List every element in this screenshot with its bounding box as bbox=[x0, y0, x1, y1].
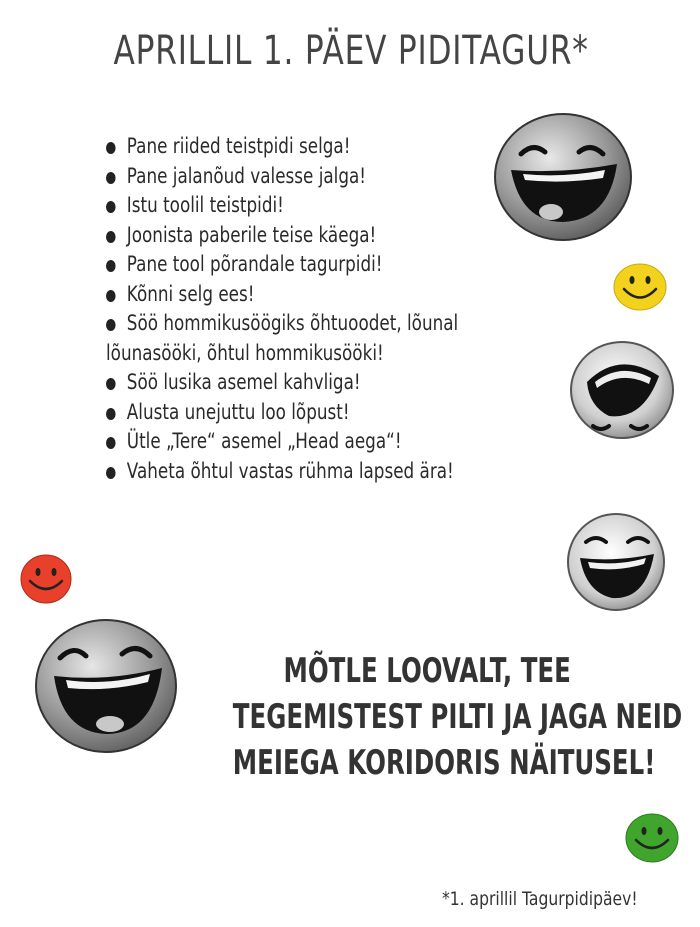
list-item: Söö hommikusöögiks õhtuoodet, lõunal lõunasööki, õhtul hommikusööki! bbox=[106, 309, 458, 368]
list-item: Alusta unejuttu loo lõpust! bbox=[106, 398, 458, 428]
callout-line: MÕTLE LOOVALT, TEE bbox=[283, 651, 571, 691]
bullet-icon bbox=[106, 142, 116, 154]
laughing-face-icon bbox=[566, 512, 666, 612]
list-item: Pane jalanõud valesse jalga! bbox=[106, 162, 458, 192]
bullet-icon bbox=[106, 290, 116, 302]
upside-down-laughing-face-icon bbox=[569, 340, 675, 440]
list-item: Joonista paberile teise käega! bbox=[106, 221, 458, 251]
laughing-face-icon bbox=[493, 112, 633, 242]
list-item: Kõnni selg ees! bbox=[106, 280, 458, 310]
red-smiley-icon bbox=[19, 553, 73, 605]
list-item: Ütle „Tere“ asemel „Head aega“! bbox=[106, 427, 458, 457]
list-item-continuation: lõunasööki, õhtul hommikusööki! bbox=[106, 340, 384, 365]
bullet-icon bbox=[106, 437, 116, 449]
list-item: Istu toolil teistpidi! bbox=[106, 191, 458, 221]
yellow-smiley-icon bbox=[612, 262, 668, 312]
bullet-icon bbox=[106, 467, 116, 479]
bullet-icon bbox=[106, 231, 116, 243]
list-item: Söö lusika asemel kahvliga! bbox=[106, 368, 458, 398]
callout-text bbox=[232, 648, 683, 786]
callout-line: MEIEGA KORIDORIS NÄITUSEL! bbox=[232, 743, 656, 783]
list-item: Pane tool põrandale tagurpidi! bbox=[106, 250, 458, 280]
rules-list bbox=[106, 132, 458, 486]
bullet-icon bbox=[106, 172, 116, 184]
bullet-icon bbox=[106, 319, 116, 331]
bullet-icon bbox=[106, 408, 116, 420]
green-smiley-icon bbox=[624, 812, 680, 864]
laughing-face-icon bbox=[34, 618, 178, 754]
list-item: Vaheta õhtul vastas rühma lapsed ära! bbox=[106, 457, 458, 487]
bullet-icon bbox=[106, 260, 116, 272]
footnote: *1. aprillil Tagurpidipäev! bbox=[442, 888, 638, 910]
callout-line: TEGEMISTEST PILTI JA JAGA NEID bbox=[232, 697, 683, 737]
page-title: APRILLIL 1. PÄEV PIDITAGUR* bbox=[113, 28, 589, 74]
bullet-icon bbox=[106, 378, 116, 390]
bullet-icon bbox=[106, 201, 116, 213]
list-item: Pane riided teistpidi selga! bbox=[106, 132, 458, 162]
